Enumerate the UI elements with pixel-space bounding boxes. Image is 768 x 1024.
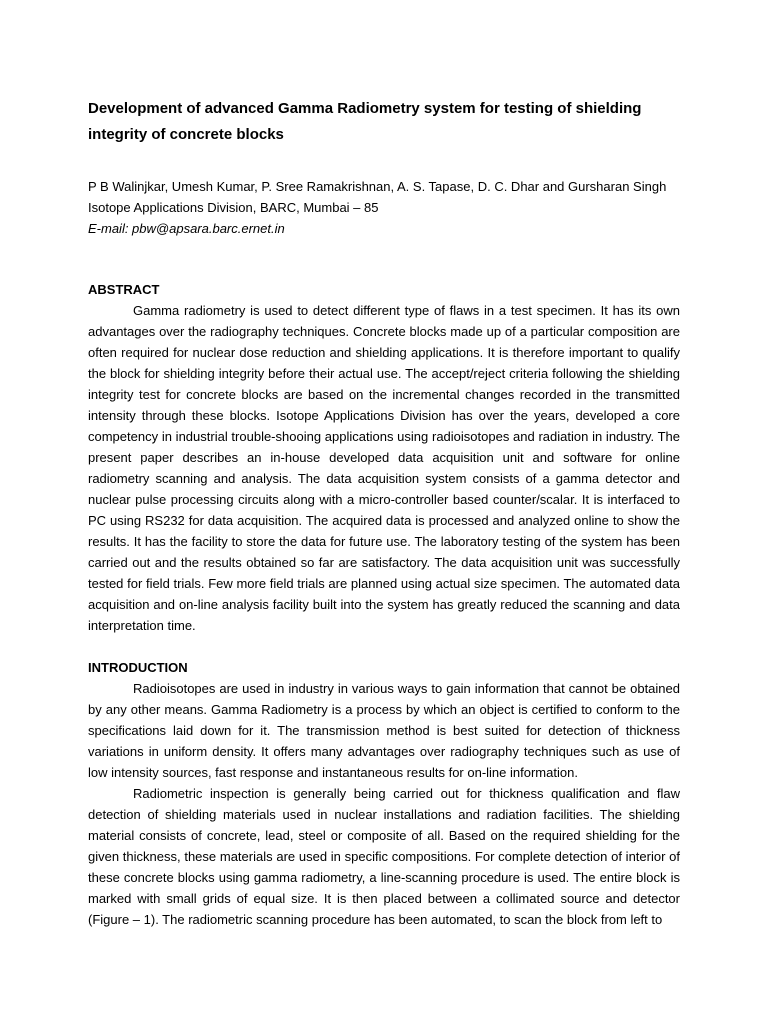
contact-email: E-mail: pbw@apsara.barc.ernet.in [88,221,285,236]
introduction-paragraph-2: Radiometric inspection is generally being carried out for thickness qualification and flaw detection of shielding materials used in nuclear installations and radiation facilities. The shielding material consists of concrete, lead, steel or composite of all. Based on the required shielding for the given thickness, these materials are used in specific compositions. For complete detection of interior of these concrete blocks using gamma radiometry, a line-scanning procedure is used. The entire block is marked with small grids of equal size. It is then placed between a collimated source and detector (Figure – 1). The radiometric scanning procedure has been automated, to scan the block from left to [88,786,680,927]
introduction-heading: INTRODUCTION [88,660,188,675]
affiliation: Isotope Applications Division, BARC, Mumbai – 85 [88,200,379,215]
abstract-paragraph: Gamma radiometry is used to detect different type of flaws in a test specimen. It has its own advantages over the radiography techniques. Concrete blocks made up of a particular composition are often required for nuclear dose reduction and shielding applications. It is therefore important to qualify the block for shielding integrity before their actual use. The accept/reject criteria following the shielding integrity test for concrete blocks are based on the incremental changes recorded in the transmitted intensity through these blocks. Isotope Applications Division has over the years, developed a core competency in industrial trouble-shooing applications using radioisotopes and radiation in industry. The present paper describes an in-house developed data acquisition unit and software for online radiometry scanning and analysis. The data acquisition system consists of a gamma detector and nuclear pulse processing circuits along with a micro-controller based counter/scalar. It is interfaced to PC using RS232 for data acquisition. The acquired data is processed and analyzed online to show the results. It has the facility to store the data for future use. The laboratory testing of the system has been carried out and the results obtained so far are satisfactory. The data acquisition unit was successfully tested for field trials. Few more field trials are planned using actual size specimen. The automated data acquisition and on-line analysis facility built into the system has greatly reduced the scanning and data interpretation time. [88,303,680,633]
paper-title: Development of advanced Gamma Radiometry system for testing of shielding integrity of concrete blocks [88,100,642,143]
author-list: P B Walinjkar, Umesh Kumar, P. Sree Ramakrishnan, A. S. Tapase, D. C. Dhar and Gursharan Singh [88,179,667,194]
paper-page [88,96,680,930]
introduction-paragraph-1: Radioisotopes are used in industry in various ways to gain information that cannot be obtained by any other means. Gamma Radiometry is a process by which an object is certified to conform to the specifications laid down for it. The transmission method is best suited for detection of thickness variations in uniform density. It offers many advantages over radiography techniques such as use of low intensity sources, fast response and instantaneous results for on-line information. [88,681,680,780]
author-block [88,176,680,239]
abstract-heading: ABSTRACT [88,282,160,297]
